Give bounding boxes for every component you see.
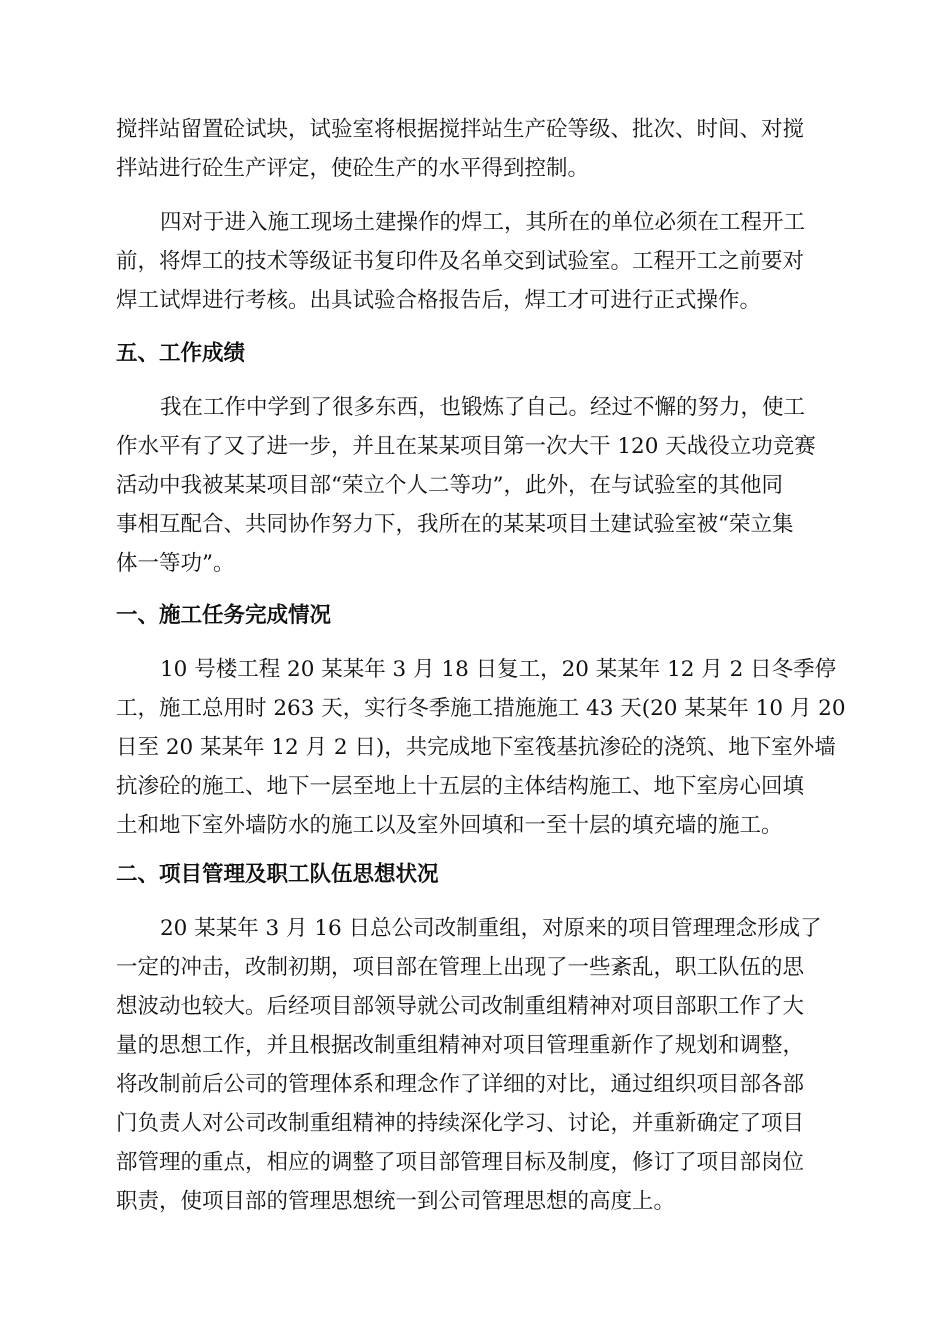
section-heading-project-management: 二、项目管理及职工队伍思想状况 <box>116 862 439 887</box>
paragraph-5-line-7: 部管理的重点，相应的调整了项目部管理目标及制度，修订了项目部岗位 <box>116 1150 805 1175</box>
paragraph-5-line-3: 想波动也较大。后经项目部领导就公司改制重组精神对项目部职工作了大 <box>116 994 805 1019</box>
paragraph-3-line-2: 作水平有了又了进一步，并且在某某项目第一次大干 120 天战役立功竞赛 <box>116 434 816 459</box>
paragraph-4-line-2: 工，施工总用时 263 天，实行冬季施工措施施工 43 天(20 某某年 10 月 20 <box>116 696 846 721</box>
paragraph-5-line-5: 将改制前后公司的管理体系和理念作了详细的对比，通过组织项目部各部 <box>116 1072 805 1097</box>
paragraph-1-line-1: 搅拌站留置砼试块，试验室将根据搅拌站生产砼等级、批次、时间、对搅 <box>116 117 805 142</box>
paragraph-3-line-5: 体一等功”。 <box>116 551 235 576</box>
paragraph-3-line-3: 活动中我被某某项目部“荣立个人二等功”，此外，在与试验室的其他同 <box>116 473 783 498</box>
paragraph-5-line-2: 一定的冲击，改制初期，项目部在管理上出现了一些紊乱，职工队伍的思 <box>116 955 805 980</box>
paragraph-5-line-4: 量的思想工作，并且根据改制重组精神对项目管理重新作了规划和调整， <box>116 1033 805 1058</box>
paragraph-4-line-5: 土和地下室外墙防水的施工以及室外回填和一至十层的填充墙的施工。 <box>116 813 783 838</box>
section-heading-construction-tasks: 一、施工任务完成情况 <box>116 603 332 628</box>
paragraph-5-line-6: 门负责人对公司改制重组精神的持续深化学习、讨论，并重新确定了项目 <box>116 1111 805 1136</box>
paragraph-4-line-4: 抗渗砼的施工、地下一层至地上十五层的主体结构施工、地下室房心回填 <box>116 774 805 799</box>
paragraph-3-line-1: 我在工作中学到了很多东西，也锻炼了自己。经过不懈的努力，使工 <box>160 395 806 420</box>
section-heading-work-results: 五、工作成绩 <box>116 341 246 366</box>
paragraph-3-line-4: 事相互配合、共同协作努力下，我所在的某某项目土建试验室被“荣立集 <box>116 512 794 537</box>
paragraph-4-line-3: 日至 20 某某年 12 月 2 日)，共完成地下室筏基抗渗砼的浇筑、地下室外墙 <box>116 735 836 760</box>
paragraph-5-line-1: 20 某某年 3 月 16 日总公司改制重组，对原来的项目管理理念形成了 <box>160 916 822 941</box>
paragraph-2-line-2: 前，将焊工的技术等级证书复印件及名单交到试验室。工程开工之前要对 <box>116 249 805 274</box>
paragraph-4-line-1: 10 号楼工程 20 某某年 3 月 18 日复工，20 某某年 12 月 2 日冬季停 <box>160 657 837 682</box>
paragraph-5-line-8: 职责，使项目部的管理思想统一到公司管理思想的高度上。 <box>116 1189 676 1214</box>
paragraph-2-line-3: 焊工试焊进行考核。出具试验合格报告后，焊工才可进行正式操作。 <box>116 288 762 313</box>
paragraph-2-line-1: 四对于进入施工现场土建操作的焊工，其所在的单位必须在工程开工 <box>160 210 806 235</box>
paragraph-1-line-2: 拌站进行砼生产评定，使砼生产的水平得到控制。 <box>116 156 590 181</box>
